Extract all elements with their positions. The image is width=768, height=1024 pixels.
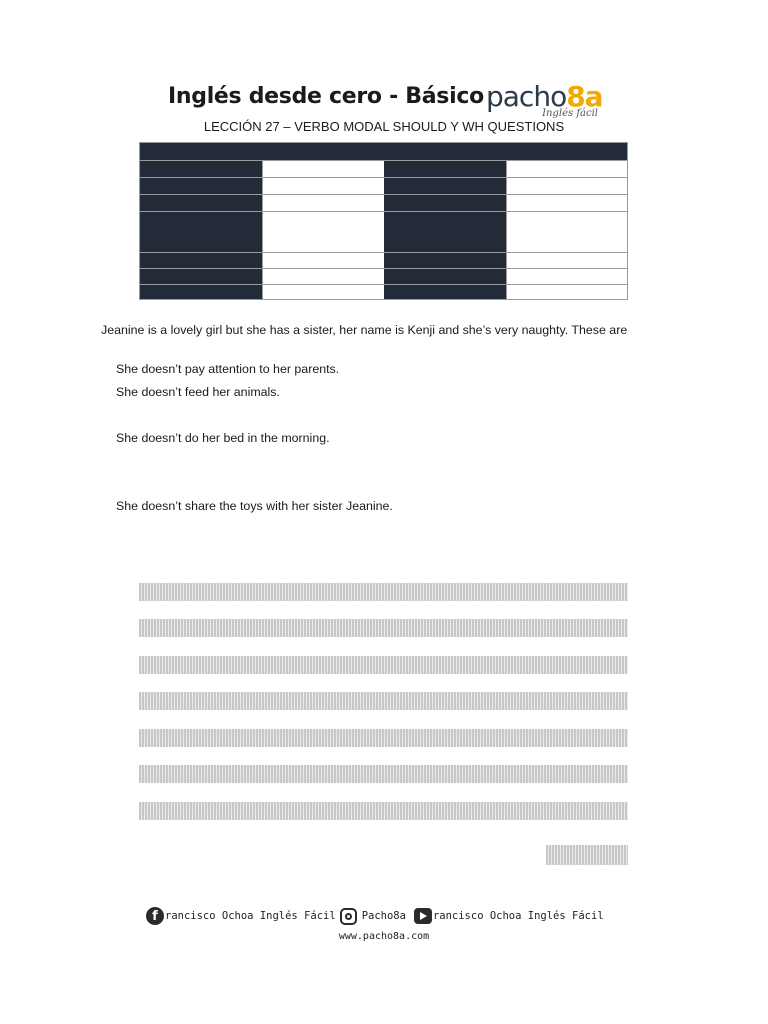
youtube-icon[interactable]: [414, 908, 432, 924]
table-row: [140, 252, 627, 268]
table-cell-label: [384, 161, 506, 177]
table-cell-label: [140, 269, 262, 284]
answer-line[interactable]: [139, 583, 628, 601]
table-cell-label: [140, 161, 262, 177]
table-cell-blank: [506, 269, 627, 284]
table-row: [140, 177, 627, 194]
behavior-item: She doesn’t pay attention to her parents.: [116, 362, 340, 376]
table-cell-label: [140, 285, 262, 299]
table-cell-label: [384, 212, 506, 252]
document-title: Inglés desde cero - Básico: [168, 84, 484, 109]
instagram-link[interactable]: Pacho8a: [361, 910, 406, 922]
table-cell-blank: [262, 285, 384, 299]
answer-line-short[interactable]: [546, 845, 628, 865]
table-cell-label: [140, 178, 262, 194]
table-cell-label: [140, 212, 262, 252]
table-cell-blank: [262, 253, 384, 268]
table-row: [140, 160, 627, 177]
table-row: [140, 194, 627, 211]
table-cell-blank: [262, 269, 384, 284]
pacho8a-logo: [486, 80, 606, 124]
website-link[interactable]: www.pacho8a.com: [338, 931, 430, 942]
answer-line[interactable]: [139, 765, 628, 783]
table-cell-label: [384, 253, 506, 268]
youtube-link[interactable]: rancisco Ochoa Inglés Fácil: [432, 910, 604, 922]
table-cell-blank: [262, 195, 384, 211]
logo-text-8a: 8a: [566, 80, 603, 113]
behavior-item: She doesn’t share the toys with her sister Jeanine.: [116, 499, 393, 513]
table-cell-blank: [262, 212, 384, 252]
footer-social-links: [146, 905, 604, 927]
table-cell-label: [384, 178, 506, 194]
answer-line[interactable]: [139, 619, 628, 637]
logo-text-pacho: pacho: [486, 80, 567, 113]
answer-line[interactable]: [139, 656, 628, 674]
table-cell-label: [384, 269, 506, 284]
table-cell-blank: [506, 178, 627, 194]
table-cell-blank: [262, 178, 384, 194]
vocabulary-table: [139, 142, 628, 300]
facebook-link[interactable]: rancisco Ochoa Inglés Fácil: [165, 910, 336, 922]
table-cell-label: [140, 253, 262, 268]
table-row: [140, 268, 627, 284]
table-header-bar: [140, 143, 627, 160]
table-cell-blank: [506, 253, 627, 268]
lesson-title: LECCIÓN 27 – VERBO MODAL SHOULD Y WH QUESTIONS: [203, 119, 565, 134]
table-row: [140, 211, 627, 252]
answer-line[interactable]: [139, 692, 628, 710]
intro-paragraph: Jeanine is a lovely girl but she has a sister, her name is Kenji and she’s very naughty. These are: [101, 323, 628, 337]
facebook-icon[interactable]: f: [146, 907, 164, 925]
table-cell-blank: [506, 161, 627, 177]
table-cell-blank: [506, 285, 627, 299]
instagram-icon[interactable]: [340, 908, 357, 925]
table-cell-label: [384, 285, 506, 299]
table-cell-label: [140, 195, 262, 211]
behavior-item: She doesn’t feed her animals.: [116, 385, 280, 399]
behavior-item: She doesn’t do her bed in the morning.: [116, 431, 330, 445]
table-row: [140, 284, 627, 299]
answer-line[interactable]: [139, 729, 628, 747]
table-cell-blank: [262, 161, 384, 177]
table-cell-blank: [506, 212, 627, 252]
answer-line[interactable]: [139, 802, 628, 820]
table-cell-blank: [506, 195, 627, 211]
logo-subtext: Inglés fácil: [542, 108, 598, 119]
table-cell-label: [384, 195, 506, 211]
